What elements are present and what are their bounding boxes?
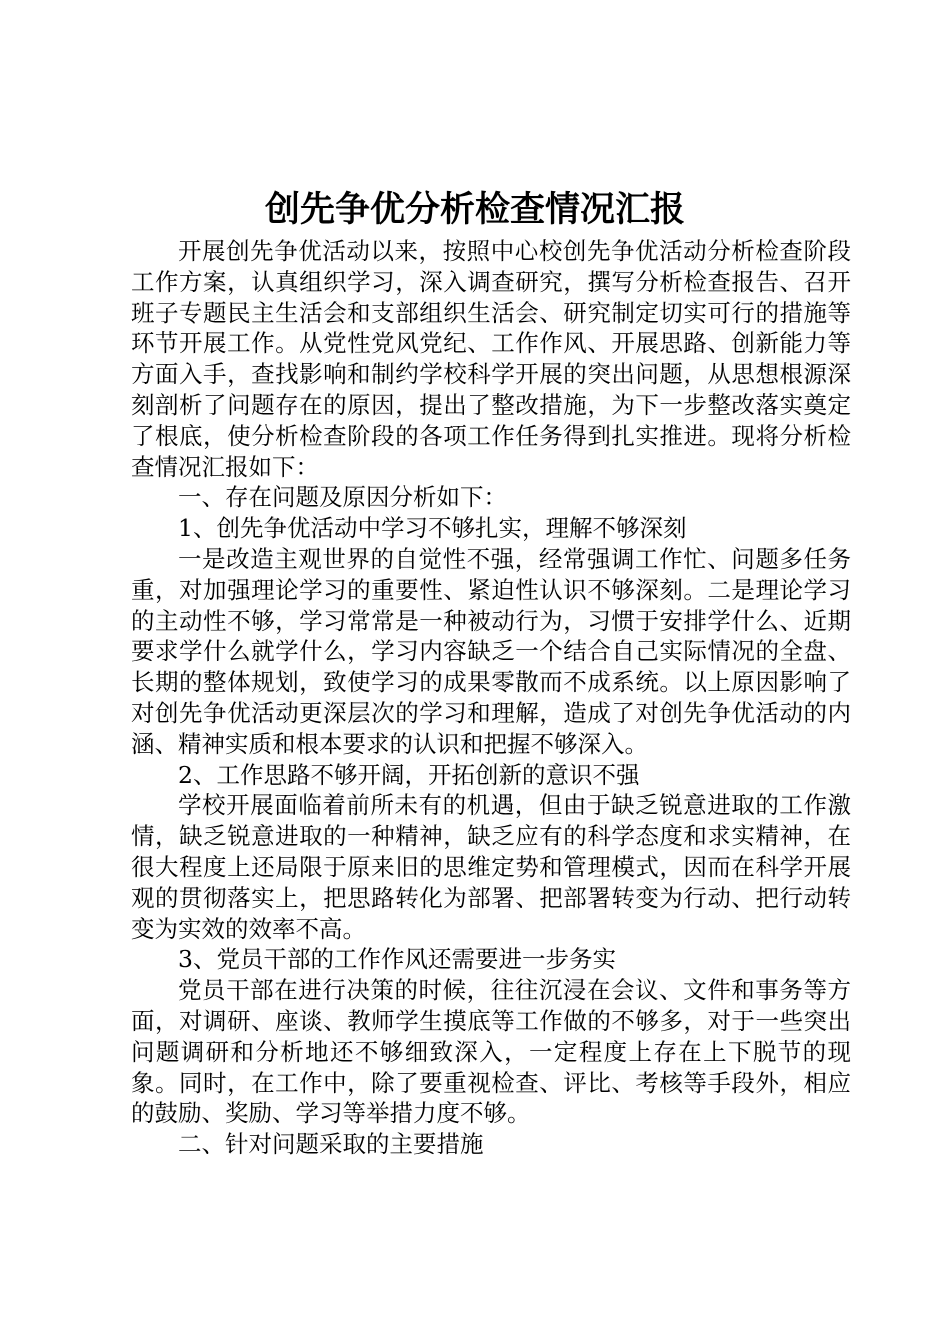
document-title: 创先争优分析检查情况汇报 [264,189,685,230]
paragraph-work-ideas: 学校开展面临着前所未有的机遇，但由于缺乏锐意进取的工作激情，缺乏锐意进取的一种精神，缺乏应有的科学态度和求实精神，在很大程度上还局限于原来旧的思维定势和管理模式，因而在科学开展观的贯彻落实上，把思路转化为部署、把部署转变为行动、把行动转变为实效的效率不高。 [131,791,851,943]
section-heading-measures: 二、针对问题采取的主要措施 [178,1130,484,1159]
paragraph-work-style: 党员干部在进行决策的时候，往往沉浸在会议、文件和事务等方面，对调研、座谈、教师学生摸底等工作做的不够多，对于一些突出问题调研和分析地还不够细致深入，一定程度上存在上下脱节的现象。同时，在工作中，除了要重视检查、评比、考核等手段外，相应的鼓励、奖励、学习等举措力度不够。 [131,976,851,1128]
subheading-study: 1、创先争优活动中学习不够扎实，理解不够深刻 [178,514,687,543]
intro-paragraph: 开展创先争优活动以来，按照中心校创先争优活动分析检查阶段工作方案，认真组织学习，深入调查研究，撰写分析检查报告、召开班子专题民主生活会和支部组织生活会、研究制定切实可行的措施等环节开展工作。从党性党风党纪、工作作风、开展思路、创新能力等方面入手，查找影响和制约学校科学开展的突出问题，从思想根源深刻剖析了问题存在的原因，提出了整改措施，为下一步整改落实奠定了根底，使分析检查阶段的各项工作任务得到扎实推进。现将分析检查情况汇报如下： [131,237,851,481]
section-heading-problems: 一、存在问题及原因分析如下： [178,483,507,512]
document-body [131,236,851,1160]
subheading-work-style: 3、党员干部的工作作风还需要进一步务实 [178,945,616,974]
subheading-work-ideas: 2、工作思路不够开阔，开拓创新的意识不强 [178,760,640,789]
paragraph-study: 一是改造主观世界的自觉性不强，经常强调工作忙、问题多任务重，对加强理论学习的重要性、紧迫性认识不够深刻。二是理论学习的主动性不够，学习常常是一种被动行为，习惯于安排学什么、近期要求学什么就学什么，学习内容缺乏一个结合自己实际情况的全盘、长期的整体规划，致使学习的成果零散而不成系统。以上原因影响了对创先争优活动更深层次的学习和理解，造成了对创先争优活动的内涵、精神实质和根本要求的认识和把握不够深入。 [131,544,851,758]
